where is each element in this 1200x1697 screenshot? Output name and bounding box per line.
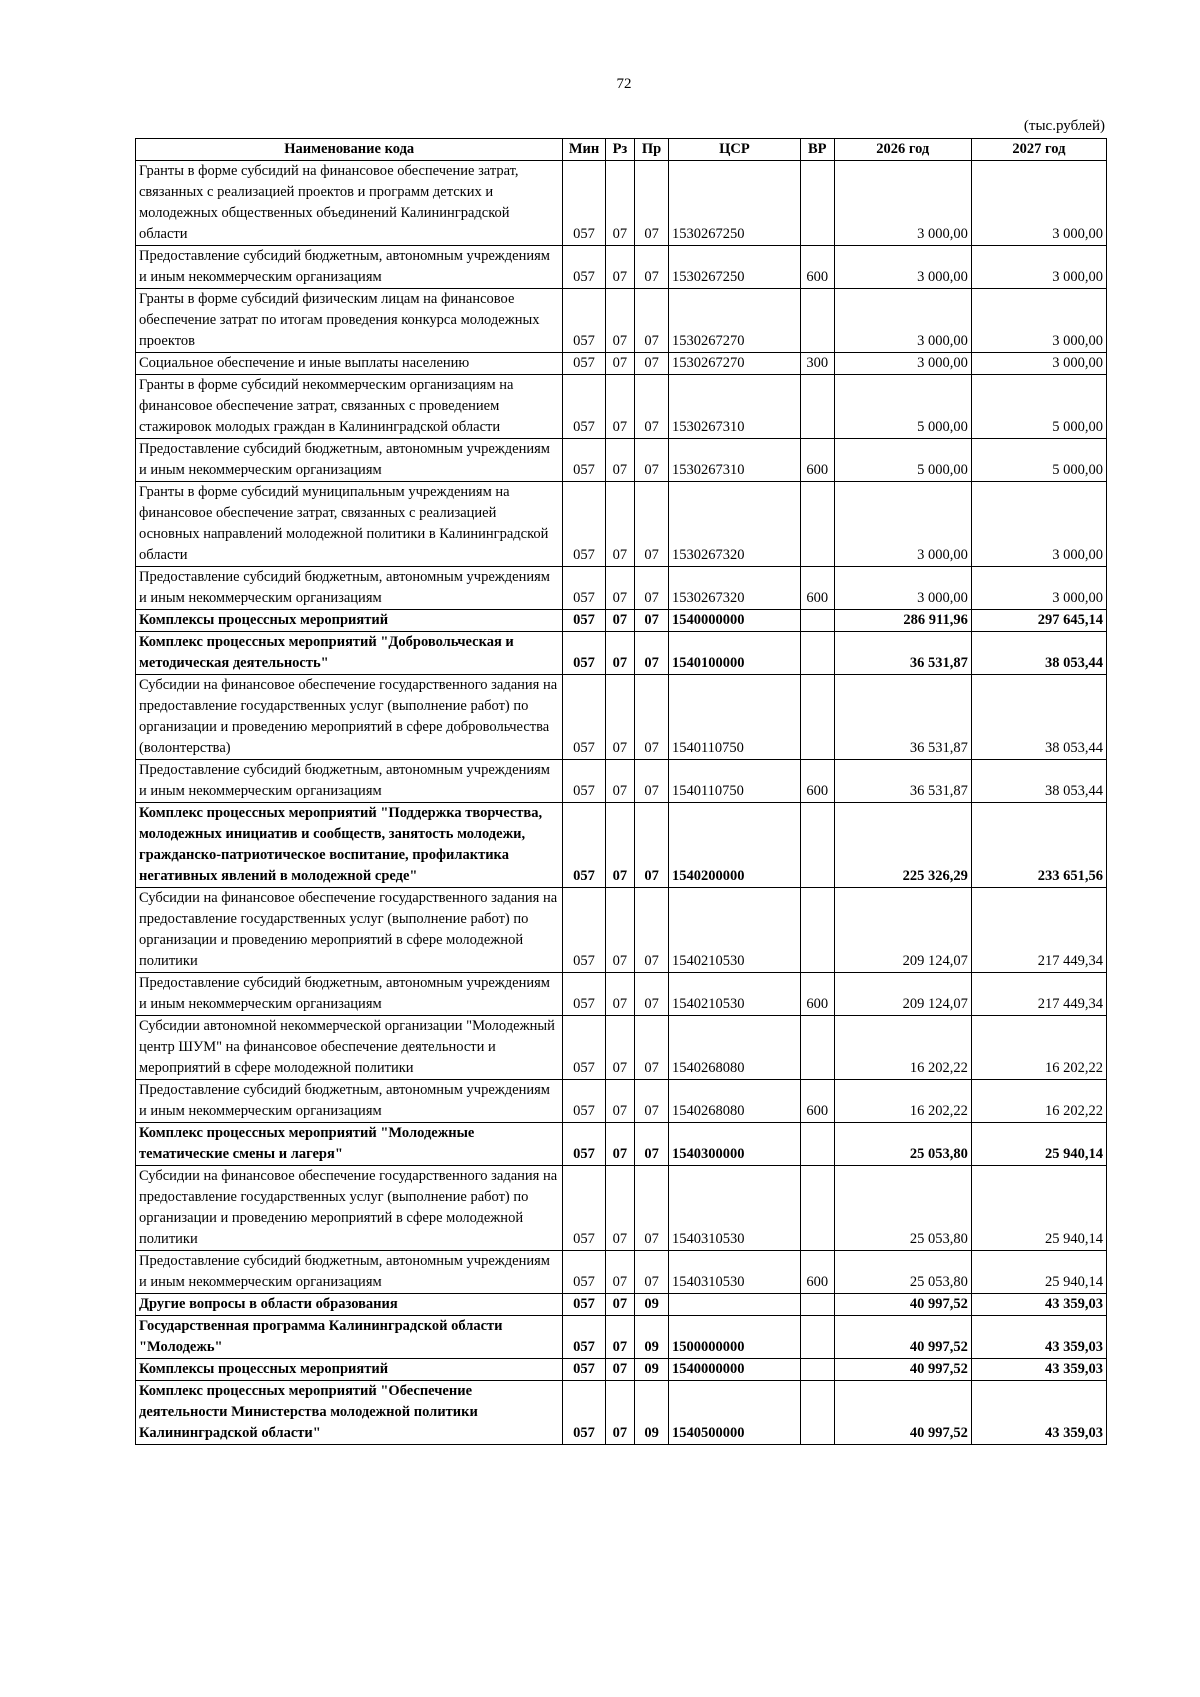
cell-min: 057: [563, 482, 605, 567]
table-row: [136, 1166, 1107, 1251]
cell-rz: 07: [605, 1381, 635, 1445]
cell-pr: 07: [635, 161, 669, 246]
cell-2027: 43 359,03: [971, 1359, 1106, 1381]
cell-vr: 600: [800, 246, 834, 289]
cell-2027: 3 000,00: [971, 567, 1106, 610]
col-header-name: Наименование кода: [136, 139, 563, 161]
table-row: [136, 1123, 1107, 1166]
cell-pr: 07: [635, 1251, 669, 1294]
cell-vr: [800, 161, 834, 246]
cell-rz: 07: [605, 888, 635, 973]
col-header-vr: ВР: [800, 139, 834, 161]
cell-rz: 07: [605, 353, 635, 375]
table-row: [136, 1251, 1107, 1294]
cell-name: Предоставление субсидий бюджетным, автономным учреждениям и иным некоммерческим организациям: [136, 567, 563, 610]
table-row: [136, 973, 1107, 1016]
cell-2026: 25 053,80: [834, 1123, 971, 1166]
cell-rz: 07: [605, 1251, 635, 1294]
cell-vr: [800, 289, 834, 353]
cell-pr: 07: [635, 246, 669, 289]
cell-vr: [800, 610, 834, 632]
cell-pr: 07: [635, 482, 669, 567]
cell-csr: 1540300000: [668, 1123, 800, 1166]
col-header-2027: 2027 год: [971, 139, 1106, 161]
cell-min: 057: [563, 439, 605, 482]
cell-2027: 43 359,03: [971, 1381, 1106, 1445]
cell-min: 057: [563, 610, 605, 632]
table-row: [136, 289, 1107, 353]
units-label: (тыс.рублей): [1023, 118, 1105, 134]
cell-2026: 25 053,80: [834, 1166, 971, 1251]
cell-name: Предоставление субсидий бюджетным, автономным учреждениям и иным некоммерческим организациям: [136, 760, 563, 803]
cell-csr: 1530267270: [668, 289, 800, 353]
cell-vr: [800, 1166, 834, 1251]
cell-rz: 07: [605, 567, 635, 610]
cell-pr: 09: [635, 1316, 669, 1359]
cell-csr: 1540268080: [668, 1080, 800, 1123]
cell-2026: 40 997,52: [834, 1381, 971, 1445]
cell-rz: 07: [605, 803, 635, 888]
cell-2026: 16 202,22: [834, 1016, 971, 1080]
cell-2026: 40 997,52: [834, 1316, 971, 1359]
cell-csr: 1530267310: [668, 375, 800, 439]
cell-name: Гранты в форме субсидий на финансовое обеспечение затрат, связанных с реализацией проектов и программ детских и молодежных общественных объединений Калининградской области: [136, 161, 563, 246]
cell-2027: 16 202,22: [971, 1080, 1106, 1123]
cell-csr: 1540500000: [668, 1381, 800, 1445]
table-row: [136, 632, 1107, 675]
cell-vr: [800, 482, 834, 567]
cell-csr: [668, 1294, 800, 1316]
cell-rz: 07: [605, 1316, 635, 1359]
cell-min: 057: [563, 1123, 605, 1166]
cell-csr: 1540310530: [668, 1251, 800, 1294]
cell-rz: 07: [605, 1294, 635, 1316]
table-row: [136, 1359, 1107, 1381]
cell-csr: 1540268080: [668, 1016, 800, 1080]
table-row: [136, 1294, 1107, 1316]
cell-name: Гранты в форме субсидий некоммерческим организациям на финансовое обеспечение затрат, связанных с проведением стажировок молодых граждан в Калининградской области: [136, 375, 563, 439]
col-header-csr: ЦСР: [668, 139, 800, 161]
cell-name: Комплекс процессных мероприятий "Молодежные тематические смены и лагеря": [136, 1123, 563, 1166]
cell-name: Предоставление субсидий бюджетным, автономным учреждениям и иным некоммерческим организациям: [136, 439, 563, 482]
cell-name: Комплекс процессных мероприятий "Добровольческая и методическая деятельность": [136, 632, 563, 675]
cell-pr: 09: [635, 1359, 669, 1381]
cell-pr: 07: [635, 375, 669, 439]
cell-2027: 25 940,14: [971, 1166, 1106, 1251]
cell-name: Другие вопросы в области образования: [136, 1294, 563, 1316]
cell-2026: 286 911,96: [834, 610, 971, 632]
cell-2027: 3 000,00: [971, 246, 1106, 289]
cell-name: Предоставление субсидий бюджетным, автономным учреждениям и иным некоммерческим организациям: [136, 246, 563, 289]
cell-vr: [800, 675, 834, 760]
table-row: [136, 1016, 1107, 1080]
cell-vr: [800, 888, 834, 973]
cell-vr: [800, 1016, 834, 1080]
col-header-2026: 2026 год: [834, 139, 971, 161]
cell-2027: 217 449,34: [971, 973, 1106, 1016]
cell-vr: [800, 375, 834, 439]
cell-min: 057: [563, 161, 605, 246]
cell-2027: 38 053,44: [971, 760, 1106, 803]
cell-csr: 1530267320: [668, 567, 800, 610]
table-row: [136, 1080, 1107, 1123]
cell-2027: 38 053,44: [971, 675, 1106, 760]
table-row: [136, 760, 1107, 803]
cell-csr: 1530267250: [668, 246, 800, 289]
cell-vr: [800, 1123, 834, 1166]
cell-2027: 3 000,00: [971, 353, 1106, 375]
table-body: [136, 161, 1107, 1445]
cell-2026: 36 531,87: [834, 760, 971, 803]
table-row: [136, 439, 1107, 482]
cell-vr: [800, 1294, 834, 1316]
cell-name: Субсидии на финансовое обеспечение государственного задания на предоставление государственных услуг (выполнение работ) по организации и проведению мероприятий в сфере молодежной политики: [136, 1166, 563, 1251]
cell-csr: 1540210530: [668, 973, 800, 1016]
cell-vr: 600: [800, 1251, 834, 1294]
cell-name: Комплекс процессных мероприятий "Обеспечение деятельности Министерства молодежной политики Калининградской области": [136, 1381, 563, 1445]
cell-2027: 43 359,03: [971, 1294, 1106, 1316]
cell-2026: 25 053,80: [834, 1251, 971, 1294]
cell-name: Субсидии на финансовое обеспечение государственного задания на предоставление государственных услуг (выполнение работ) по организации и проведению мероприятий в сфере добровольчества (волонтерства): [136, 675, 563, 760]
cell-name: Субсидии на финансовое обеспечение государственного задания на предоставление государственных услуг (выполнение работ) по организации и проведению мероприятий в сфере молодежной политики: [136, 888, 563, 973]
table-row: [136, 803, 1107, 888]
cell-rz: 07: [605, 973, 635, 1016]
cell-min: 057: [563, 760, 605, 803]
cell-pr: 07: [635, 888, 669, 973]
cell-2027: 5 000,00: [971, 375, 1106, 439]
cell-min: 057: [563, 1381, 605, 1445]
cell-name: Комплекс процессных мероприятий "Поддержка творчества, молодежных инициатив и сообществ, занятость молодежи, гражданско-патриотическое воспитание, профилактика негативных явлений в молодежной среде": [136, 803, 563, 888]
cell-vr: 600: [800, 973, 834, 1016]
cell-vr: [800, 1316, 834, 1359]
cell-vr: [800, 1381, 834, 1445]
table-row: [136, 888, 1107, 973]
cell-pr: 07: [635, 1166, 669, 1251]
cell-vr: [800, 632, 834, 675]
cell-rz: 07: [605, 482, 635, 567]
cell-vr: [800, 1359, 834, 1381]
cell-2026: 16 202,22: [834, 1080, 971, 1123]
cell-name: Социальное обеспечение и иные выплаты населению: [136, 353, 563, 375]
cell-vr: 300: [800, 353, 834, 375]
cell-min: 057: [563, 567, 605, 610]
cell-rz: 07: [605, 1080, 635, 1123]
cell-2027: 233 651,56: [971, 803, 1106, 888]
table-header-row: [136, 139, 1107, 161]
cell-rz: 07: [605, 760, 635, 803]
cell-min: 057: [563, 1080, 605, 1123]
cell-csr: 1540100000: [668, 632, 800, 675]
cell-csr: 1540200000: [668, 803, 800, 888]
cell-2027: 217 449,34: [971, 888, 1106, 973]
cell-2026: 3 000,00: [834, 567, 971, 610]
table-row: [136, 482, 1107, 567]
cell-rz: 07: [605, 375, 635, 439]
budget-table: [135, 138, 1107, 1445]
cell-name: Комплексы процессных мероприятий: [136, 610, 563, 632]
cell-name: Гранты в форме субсидий физическим лицам на финансовое обеспечение затрат по итогам проведения конкурса молодежных проектов: [136, 289, 563, 353]
cell-min: 057: [563, 675, 605, 760]
table-row: [136, 353, 1107, 375]
cell-min: 057: [563, 246, 605, 289]
cell-name: Предоставление субсидий бюджетным, автономным учреждениям и иным некоммерческим организациям: [136, 973, 563, 1016]
cell-min: 057: [563, 1251, 605, 1294]
cell-2026: 3 000,00: [834, 161, 971, 246]
cell-pr: 07: [635, 675, 669, 760]
cell-csr: 1540210530: [668, 888, 800, 973]
cell-rz: 07: [605, 1359, 635, 1381]
cell-vr: 600: [800, 760, 834, 803]
cell-2026: 225 326,29: [834, 803, 971, 888]
cell-csr: 1540000000: [668, 1359, 800, 1381]
cell-2026: 3 000,00: [834, 246, 971, 289]
cell-rz: 07: [605, 289, 635, 353]
cell-2026: 36 531,87: [834, 675, 971, 760]
cell-name: Гранты в форме субсидий муниципальным учреждениям на финансовое обеспечение затрат, связанных с реализацией основных направлений молодежной политики в Калининградской области: [136, 482, 563, 567]
cell-2027: 25 940,14: [971, 1251, 1106, 1294]
cell-min: 057: [563, 632, 605, 675]
cell-2027: 3 000,00: [971, 289, 1106, 353]
cell-pr: 07: [635, 610, 669, 632]
cell-min: 057: [563, 973, 605, 1016]
cell-2026: 40 997,52: [834, 1294, 971, 1316]
cell-2026: 5 000,00: [834, 375, 971, 439]
cell-csr: 1530267320: [668, 482, 800, 567]
cell-min: 057: [563, 1316, 605, 1359]
cell-pr: 07: [635, 973, 669, 1016]
cell-rz: 07: [605, 1123, 635, 1166]
cell-2026: 209 124,07: [834, 973, 971, 1016]
cell-pr: 07: [635, 567, 669, 610]
cell-csr: 1540310530: [668, 1166, 800, 1251]
cell-pr: 07: [635, 1016, 669, 1080]
cell-vr: 600: [800, 439, 834, 482]
cell-rz: 07: [605, 1016, 635, 1080]
table-row: [136, 161, 1107, 246]
cell-min: 057: [563, 375, 605, 439]
cell-rz: 07: [605, 161, 635, 246]
cell-pr: 09: [635, 1294, 669, 1316]
cell-2026: 36 531,87: [834, 632, 971, 675]
cell-csr: 1530267270: [668, 353, 800, 375]
cell-csr: 1530267310: [668, 439, 800, 482]
table-row: [136, 375, 1107, 439]
cell-min: 057: [563, 1359, 605, 1381]
cell-csr: 1530267250: [668, 161, 800, 246]
cell-2026: 209 124,07: [834, 888, 971, 973]
cell-name: Государственная программа Калининградской области "Молодежь": [136, 1316, 563, 1359]
cell-2027: 38 053,44: [971, 632, 1106, 675]
table-row: [136, 610, 1107, 632]
cell-2027: 297 645,14: [971, 610, 1106, 632]
cell-min: 057: [563, 1294, 605, 1316]
table-row: [136, 246, 1107, 289]
cell-2027: 3 000,00: [971, 161, 1106, 246]
table-row: [136, 675, 1107, 760]
cell-2026: 3 000,00: [834, 482, 971, 567]
cell-vr: 600: [800, 1080, 834, 1123]
cell-min: 057: [563, 803, 605, 888]
cell-2026: 5 000,00: [834, 439, 971, 482]
table-row: [136, 1316, 1107, 1359]
cell-pr: 07: [635, 760, 669, 803]
cell-csr: 1540110750: [668, 675, 800, 760]
cell-2027: 16 202,22: [971, 1016, 1106, 1080]
cell-rz: 07: [605, 246, 635, 289]
cell-min: 057: [563, 353, 605, 375]
col-header-pr: Пр: [635, 139, 669, 161]
cell-rz: 07: [605, 439, 635, 482]
cell-pr: 09: [635, 1381, 669, 1445]
cell-rz: 07: [605, 675, 635, 760]
cell-rz: 07: [605, 610, 635, 632]
cell-csr: 1500000000: [668, 1316, 800, 1359]
col-header-rz: Рз: [605, 139, 635, 161]
cell-pr: 07: [635, 1123, 669, 1166]
cell-min: 057: [563, 289, 605, 353]
cell-name: Предоставление субсидий бюджетным, автономным учреждениям и иным некоммерческим организациям: [136, 1251, 563, 1294]
cell-pr: 07: [635, 632, 669, 675]
cell-2027: 5 000,00: [971, 439, 1106, 482]
cell-2026: 40 997,52: [834, 1359, 971, 1381]
cell-vr: [800, 803, 834, 888]
cell-rz: 07: [605, 632, 635, 675]
cell-min: 057: [563, 1166, 605, 1251]
cell-min: 057: [563, 1016, 605, 1080]
cell-name: Комплексы процессных мероприятий: [136, 1359, 563, 1381]
cell-2026: 3 000,00: [834, 289, 971, 353]
cell-2026: 3 000,00: [834, 353, 971, 375]
cell-csr: 1540110750: [668, 760, 800, 803]
cell-pr: 07: [635, 439, 669, 482]
col-header-min: Мин: [563, 139, 605, 161]
cell-rz: 07: [605, 1166, 635, 1251]
cell-name: Предоставление субсидий бюджетным, автономным учреждениям и иным некоммерческим организациям: [136, 1080, 563, 1123]
cell-pr: 07: [635, 803, 669, 888]
cell-csr: 1540000000: [668, 610, 800, 632]
cell-pr: 07: [635, 289, 669, 353]
table-row: [136, 567, 1107, 610]
cell-pr: 07: [635, 353, 669, 375]
cell-2027: 25 940,14: [971, 1123, 1106, 1166]
page-number: 72: [616, 76, 632, 92]
table-row: [136, 1381, 1107, 1445]
cell-pr: 07: [635, 1080, 669, 1123]
cell-2027: 43 359,03: [971, 1316, 1106, 1359]
cell-vr: 600: [800, 567, 834, 610]
cell-min: 057: [563, 888, 605, 973]
cell-2027: 3 000,00: [971, 482, 1106, 567]
cell-name: Субсидии автономной некоммерческой организации "Молодежный центр ШУМ" на финансовое обеспечение деятельности и мероприятий в сфере молодежной политики: [136, 1016, 563, 1080]
